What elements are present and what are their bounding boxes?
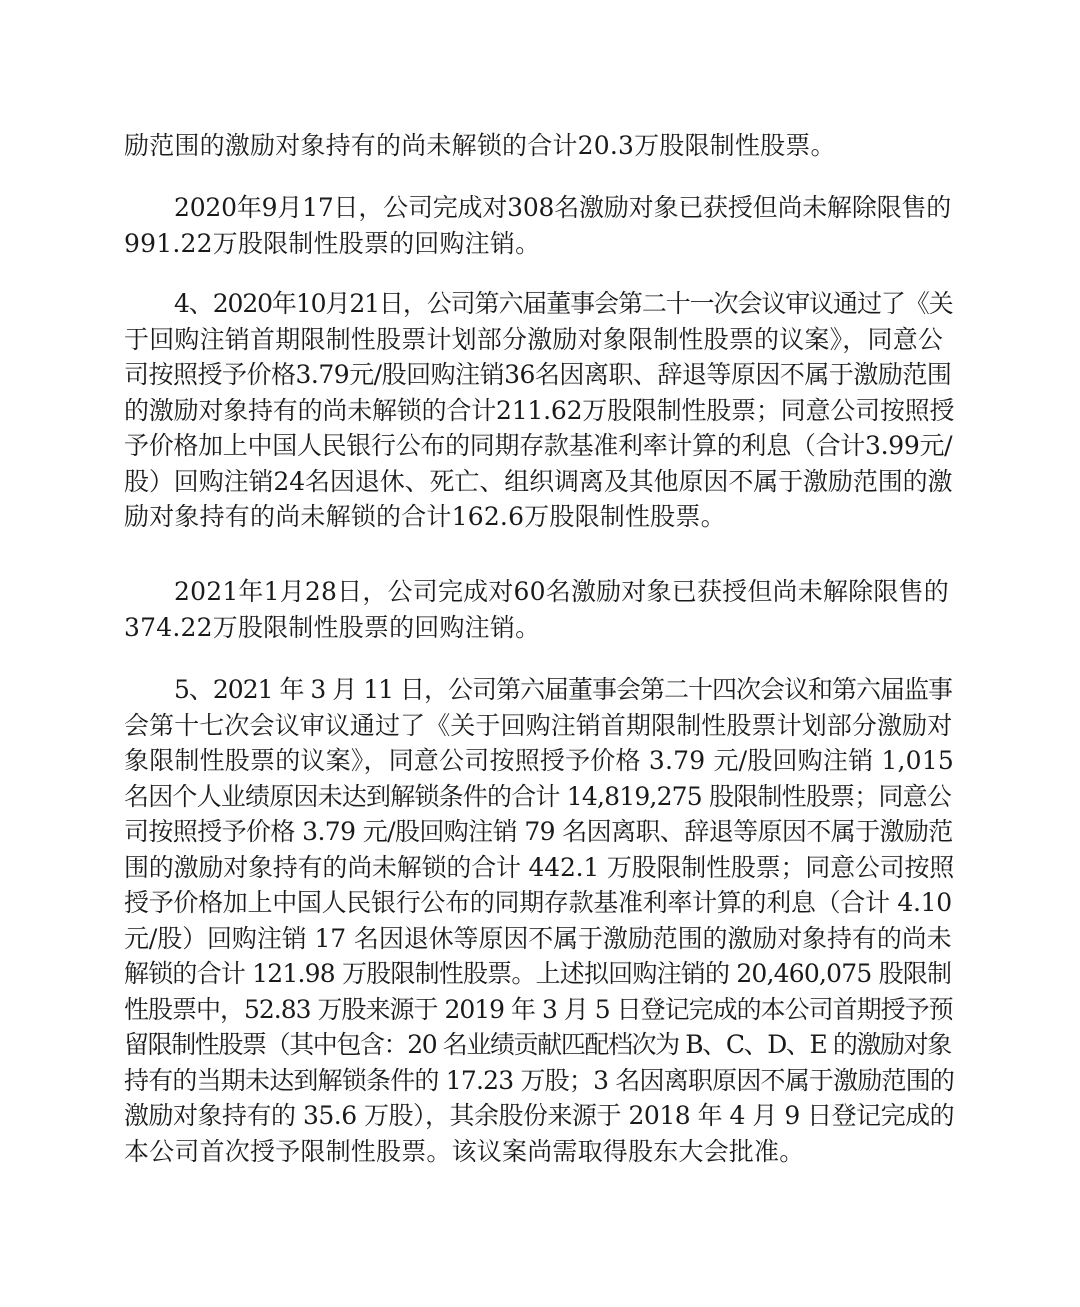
text-line: 4、2020年10月21日，公司第六届董事会第二十一次会议审议通过了《关: [174, 289, 953, 318]
paragraph-item-5: [124, 672, 954, 1169]
paragraph-2020-09-17: [124, 190, 954, 261]
text-line: 性股票中，52.83 万股来源于 2019 年 3 月 5 日登记完成的本公司首期授予预: [124, 994, 953, 1024]
text-line: 本公司首次授予限制性股票。该议案尚需取得股东大会批准。: [124, 1136, 805, 1166]
text-line: 2020年9月17日，公司完成对308名激励对象已获授但尚未解除限售的: [174, 193, 952, 222]
text-line: 授予价格加上中国人民银行公布的同期存款基准利率计算的利息（合计 4.10: [124, 888, 952, 917]
text-line: 励对象持有的尚未解锁的合计162.6万股限制性股票。: [124, 502, 726, 531]
text-line: 持有的当期未达到解锁条件的 17.23 万股；3 名因离职原因不属于激励范围的: [124, 1065, 954, 1095]
paragraph-continuation: [124, 128, 954, 164]
text-line: 于回购注销首期限制性股票计划部分激励对象限制性股票的议案》，同意公: [124, 324, 944, 354]
text-line: 名因个人业绩原因未达到解锁条件的合计 14,819,275 股限制性股票；同意公: [124, 781, 952, 811]
text-line: 374.22万股限制性股票的回购注销。: [124, 612, 541, 642]
text-line: 2021年1月28日，公司完成对60名激励对象已获授但尚未解除限售的: [174, 577, 949, 606]
text-line: 元/股）回购注销 17 名因退休等原因不属于激励范围的激励对象持有的尚未: [124, 923, 952, 953]
text-line: 留限制性股票（其中包含：20 名业绩贡献匹配档次为 B、C、D、E 的激励对象: [124, 1030, 951, 1059]
text-line: 的激励对象持有的尚未解锁的合计211.62万股限制性股票；同意公司按照授: [124, 395, 954, 425]
text-line: 象限制性股票的议案》，同意公司按照授予价格 3.79 元/股回购注销 1,015: [124, 746, 954, 775]
text-line: 991.22万股限制性股票的回购注销。: [124, 228, 541, 258]
text-line: 激励对象持有的 35.6 万股），其余股份来源于 2018 年 4 月 9 日登记完成的: [124, 1101, 954, 1130]
text-line: 股）回购注销24名因退休、死亡、组织调离及其他原因不属于激励范围的激: [124, 466, 953, 496]
paragraph-item-4: [124, 286, 954, 535]
paragraph-2021-01-28: [124, 574, 954, 645]
text-line: 会第十七次会议审议通过了《关于回购注销首期限制性股票计划部分激励对: [124, 710, 953, 740]
text-line: 励范围的激励对象持有的尚未解锁的合计20.3万股限制性股票。: [124, 131, 836, 160]
text-line: 司按照授予价格 3.79 元/股回购注销 79 名因离职、辞退等原因不属于激励范: [124, 817, 953, 846]
text-line: 予价格加上中国人民银行公布的同期存款基准利率计算的利息（合计3.99元/: [124, 431, 953, 460]
text-line: 解锁的合计 121.98 万股限制性股票。上述拟回购注销的 20,460,075 股限制: [124, 959, 952, 988]
text-line: 围的激励对象持有的尚未解锁的合计 442.1 万股限制性股票；同意公司按照: [124, 852, 954, 882]
text-line: 司按照授予价格3.79元/股回购注销36名因离职、辞退等原因不属于激励范围: [124, 360, 952, 389]
text-line: 5、2021 年 3 月 11 日，公司第六届董事会第二十四次会议和第六届监事: [174, 675, 952, 704]
